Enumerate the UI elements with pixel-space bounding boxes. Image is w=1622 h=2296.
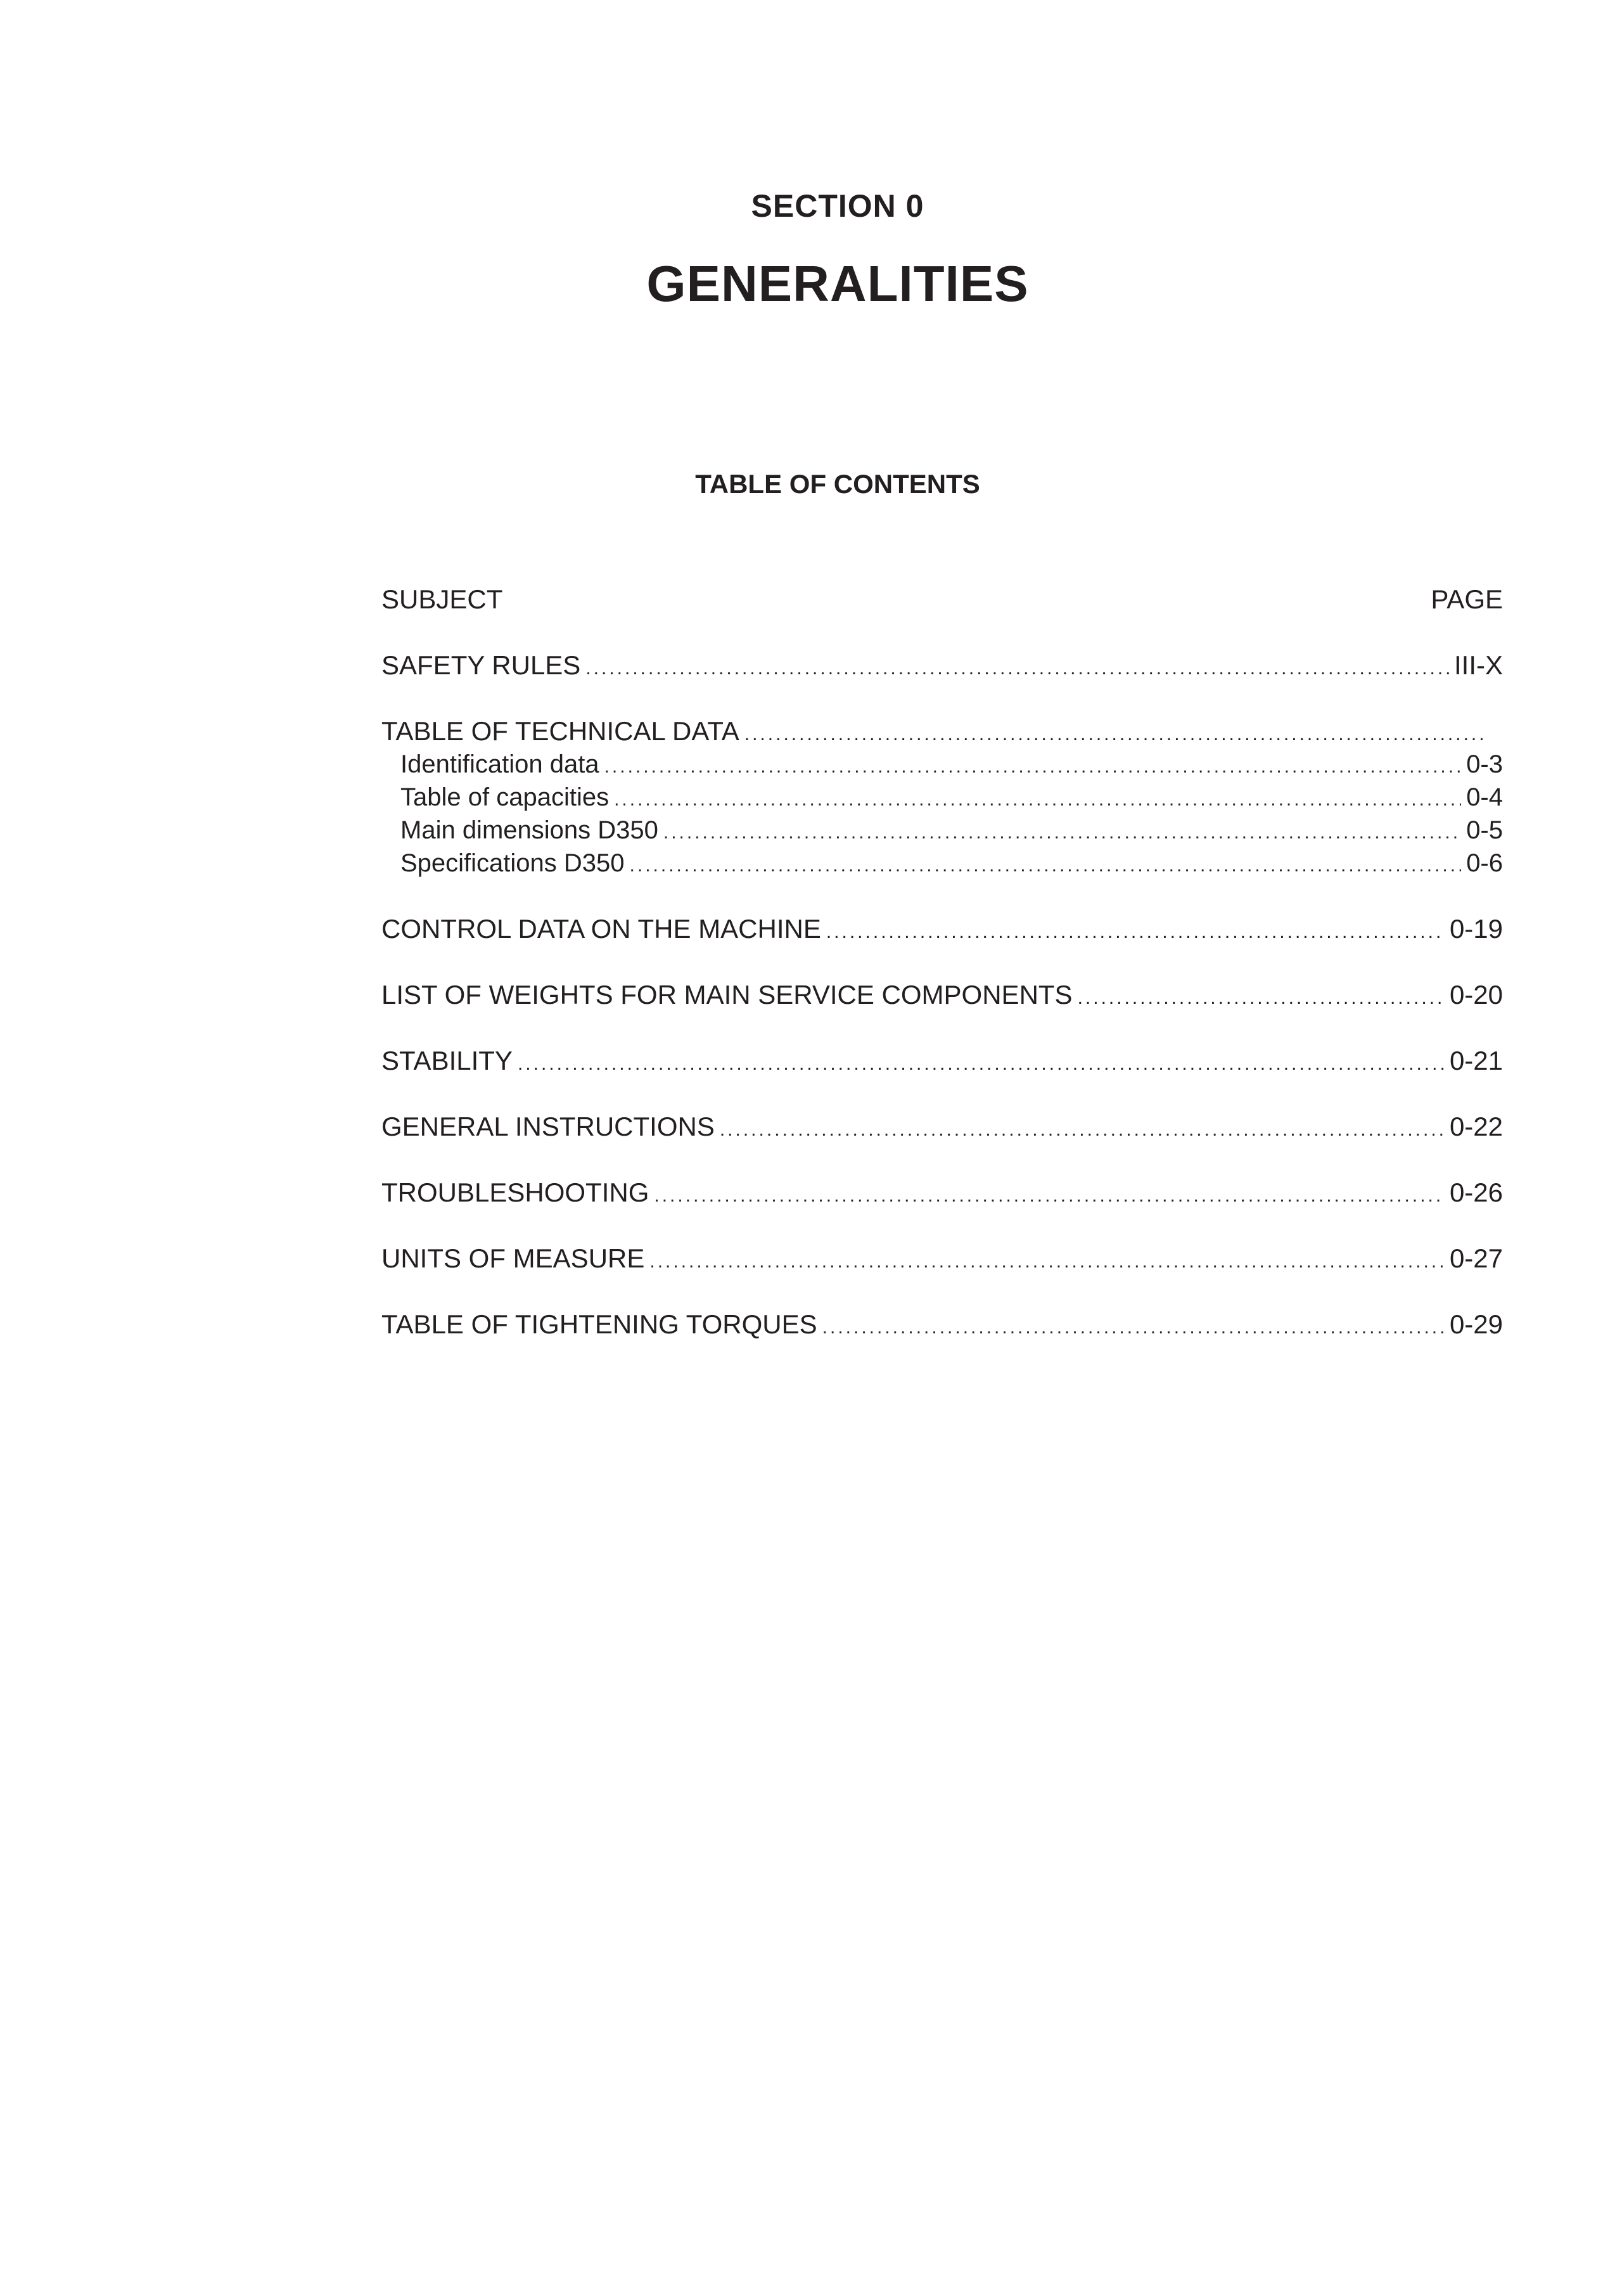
- toc-entry-title: TABLE OF TIGHTENING TORQUES: [381, 1309, 817, 1339]
- toc-entry-title: TROUBLESHOOTING: [381, 1177, 649, 1207]
- table-of-contents: [381, 583, 1503, 1374]
- toc-entry: [381, 649, 1503, 682]
- toc-entry-page: 0-22: [1449, 1112, 1503, 1141]
- section-title: GENERALITIES: [646, 255, 1029, 312]
- toc-subentry-title: Main dimensions D350: [400, 816, 658, 844]
- toc-subentry-page: 0-5: [1466, 816, 1503, 844]
- toc-entry: [381, 1242, 1503, 1275]
- toc-entry: [381, 1044, 1503, 1077]
- toc-subentry: [381, 781, 1503, 814]
- toc-subentry: [381, 847, 1503, 880]
- toc-subentry: [381, 814, 1503, 847]
- dot-leader: [585, 652, 1449, 685]
- dot-leader: [654, 1179, 1445, 1212]
- toc-entry-page: 0-20: [1449, 980, 1503, 1010]
- toc-entry-title: STABILITY: [381, 1046, 513, 1075]
- toc-entry-page: 0-29: [1449, 1309, 1503, 1339]
- dot-leader: [744, 718, 1485, 751]
- toc-subentry: [381, 748, 1503, 781]
- toc-entry-title: UNITS OF MEASURE: [381, 1243, 645, 1273]
- toc-entry: [381, 1176, 1503, 1209]
- dot-leader: [826, 916, 1445, 949]
- toc-subentry-page: 0-4: [1466, 783, 1503, 811]
- toc-entry: [381, 913, 1503, 946]
- toc-column-headers: [381, 583, 1503, 616]
- toc-entry: [381, 1308, 1503, 1341]
- toc-heading: TABLE OF CONTENTS: [695, 469, 980, 499]
- dot-leader: [649, 1245, 1445, 1278]
- toc-entry: [381, 715, 1503, 748]
- toc-subentry-title: Table of capacities: [400, 783, 610, 811]
- toc-subentry-title: Specifications D350: [400, 849, 625, 877]
- toc-entry-page: 0-27: [1449, 1243, 1503, 1273]
- toc-entry-title: TABLE OF TECHNICAL DATA: [381, 716, 739, 746]
- section-label: SECTION 0: [751, 188, 924, 224]
- toc-entry-page: 0-26: [1449, 1177, 1503, 1207]
- dot-leader: [822, 1311, 1445, 1344]
- dot-leader: [518, 1048, 1445, 1081]
- toc-subentry-title: Identification data: [400, 750, 599, 778]
- toc-entry: [381, 1110, 1503, 1143]
- dot-leader: [663, 816, 1461, 849]
- toc-entry-page: III-X: [1453, 650, 1503, 680]
- dot-leader: [614, 783, 1461, 816]
- dot-leader: [1078, 982, 1445, 1015]
- subject-column-header: SUBJECT: [381, 584, 503, 614]
- page-column-header: PAGE: [1431, 584, 1503, 614]
- dot-leader: [630, 849, 1462, 882]
- dot-leader: [604, 750, 1462, 783]
- toc-entry-title: CONTROL DATA ON THE MACHINE: [381, 914, 821, 944]
- toc-entry-title: GENERAL INSTRUCTIONS: [381, 1112, 715, 1141]
- dot-leader: [720, 1113, 1445, 1146]
- toc-subentry-page: 0-3: [1466, 750, 1503, 778]
- toc-subentry-page: 0-6: [1466, 849, 1503, 877]
- toc-entry-title: SAFETY RULES: [381, 650, 581, 680]
- toc-entry-title: LIST OF WEIGHTS FOR MAIN SERVICE COMPONENTS: [381, 980, 1073, 1010]
- toc-entry-page: 0-21: [1449, 1046, 1503, 1075]
- toc-entry: [381, 978, 1503, 1011]
- toc-entry-page: 0-19: [1449, 914, 1503, 944]
